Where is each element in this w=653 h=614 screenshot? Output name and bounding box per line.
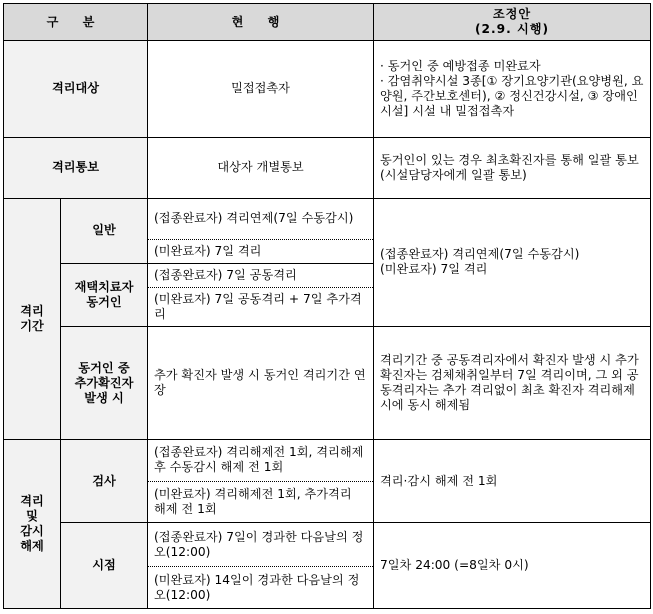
policy-comparison-table: [3, 3, 651, 609]
label-release-test: 검사: [61, 440, 148, 523]
row-subject: [4, 41, 651, 137]
current-period-general-vaccinated: (접종완료자) 격리연제(7일 수동감시): [148, 198, 374, 239]
header-adjusted: [374, 4, 651, 41]
current-release-timing-unvaccinated: (미완료자) 14일이 경과한 다음날의 정오(12:00): [148, 567, 374, 609]
adjusted-period-general: (접종완료자) 격리연제(7일 수동감시) (미완료자) 7일 격리: [374, 198, 651, 326]
adjusted-subject-line2: · 감염취약시설 3종[① 장기요양기관(요양병원, 요양원, 주간보호센터), ② 정신건강시설, ③ 장애인시설] 시설 내 밀접접촉자: [380, 73, 644, 118]
label-period-additional: 동거인 중 추가확진자 발생 시: [61, 327, 148, 440]
current-notice: 대상자 개별통보: [148, 137, 374, 198]
row-period-general-a: [4, 198, 651, 239]
label-notice: 격리통보: [4, 137, 148, 198]
row-period-additional: [4, 327, 651, 440]
header-adjusted-date: (2.9. 시행): [474, 22, 550, 37]
adjusted-notice: 동거인이 있는 경우 최초확진자를 통해 일괄 통보 (시설담당자에게 일괄 통보): [374, 137, 651, 198]
current-period-home-unvaccinated: (미완료자) 7일 공동격리 + 7일 추가격리: [148, 287, 374, 326]
current-release-timing-vaccinated: (접종완료자) 7일이 경과한 다음날의 정오(12:00): [148, 522, 374, 567]
row-notice: [4, 137, 651, 198]
label-release-timing: 시점: [61, 522, 148, 608]
adjusted-release-timing: 7일차 24:00 (=8일차 0시): [374, 522, 651, 608]
header-adjusted-title: 조정안: [492, 7, 532, 22]
label-period-home-cohabitant: 재택치료자 동거인: [61, 263, 148, 326]
label-period: 격리 기간: [4, 198, 61, 439]
current-subject: 밀접접촉자: [148, 41, 374, 137]
header-row: [4, 4, 651, 41]
header-category: 구 분: [4, 4, 148, 41]
current-period-additional: 추가 확진자 발생 시 동거인 격리기간 연장: [148, 327, 374, 440]
header-current: 현 행: [148, 4, 374, 41]
adjusted-release-test: 격리·감시 해제 전 1회: [374, 440, 651, 523]
label-release: 격리 및 감시 해제: [4, 440, 61, 609]
current-period-general-unvaccinated: (미완료자) 7일 격리: [148, 240, 374, 264]
adjusted-subject-line1: · 동거인 중 예방접종 미완료자: [380, 58, 541, 73]
current-period-home-vaccinated: (접종완료자) 7일 공동격리: [148, 263, 374, 287]
current-release-test-vaccinated: (접종완료자) 격리해제전 1회, 격리해제후 수동감시 해제 전 1회: [148, 440, 374, 481]
label-subject: 격리대상: [4, 41, 148, 137]
row-release-test-a: [4, 440, 651, 481]
adjusted-subject: [374, 41, 651, 137]
current-release-test-unvaccinated: (미완료자) 격리해제전 1회, 추가격리 해제 전 1회: [148, 481, 374, 522]
adjusted-period-additional: 격리기간 중 공동격리자에서 확진자 발생 시 추가 확진자는 검체채취일부터 7일 격리이며, 그 외 공동격리자는 추가 격리없이 최초 확진자 격리해제시에 동시 해제됨: [374, 327, 651, 440]
label-period-general: 일반: [61, 198, 148, 263]
row-release-timing-a: [4, 522, 651, 567]
